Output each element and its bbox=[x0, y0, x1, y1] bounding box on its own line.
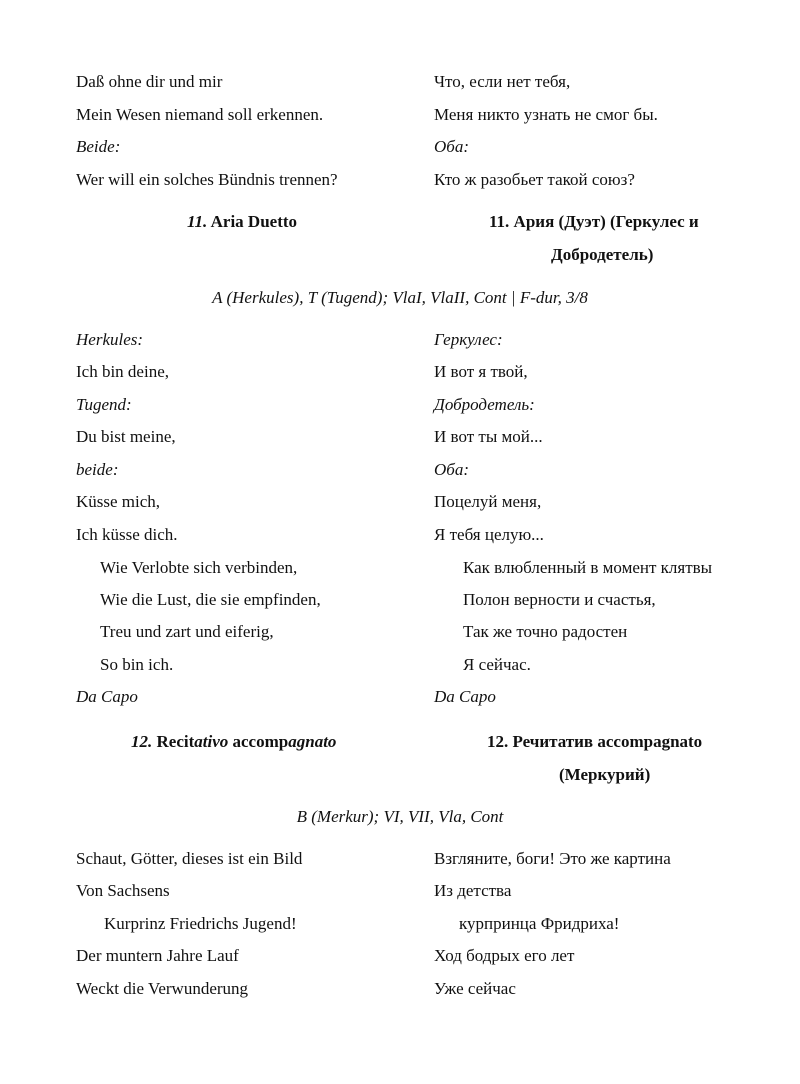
left-line: Kurprinz Friedrichs Jugend! bbox=[104, 914, 297, 933]
left-line: Von Sachsens bbox=[76, 881, 170, 900]
right-line: И вот ты мой... bbox=[434, 427, 543, 446]
right-line: Я тебя целую... bbox=[434, 525, 544, 544]
left-line: Daß ohne dir und mir bbox=[76, 72, 223, 91]
left-line: Treu und zart und eiferig, bbox=[100, 622, 274, 641]
heading-11-right-line2: Добродетель) bbox=[551, 245, 654, 264]
left-line: Mein Wesen niemand soll erkennen. bbox=[76, 105, 324, 124]
left-line: Du bist meine, bbox=[76, 427, 176, 446]
right-line: Я сейчас. bbox=[463, 655, 531, 674]
left-speaker: Tugend: bbox=[76, 395, 132, 414]
left-line: Wie die Lust, die sie empfinden, bbox=[100, 590, 321, 609]
heading-part: ativo bbox=[194, 732, 229, 751]
scoring-12: B (Merkur); VI, VII, Vla, Cont bbox=[296, 807, 504, 826]
right-speaker: Оба: bbox=[434, 460, 469, 479]
left-speaker: Beide: bbox=[76, 137, 121, 156]
heading-number: 12. bbox=[131, 732, 153, 751]
left-line: So bin ich. bbox=[100, 655, 174, 674]
right-speaker: Добродетель: bbox=[434, 395, 535, 414]
da-capo-right: Da Capo bbox=[434, 687, 496, 706]
right-line: Взгляните, боги! Это же картина bbox=[434, 849, 671, 868]
left-line: Der muntern Jahre Lauf bbox=[76, 946, 239, 965]
left-speaker: Herkules: bbox=[76, 330, 144, 349]
scoring-11: A (Herkules), T (Tugend); VlaI, VlaII, Cont | F-dur, 3/8 bbox=[212, 288, 588, 307]
right-speaker: Оба: bbox=[434, 137, 469, 156]
heading-part: agnato bbox=[288, 732, 337, 751]
heading-title: Aria Duetto bbox=[210, 212, 298, 231]
heading-number: 11. bbox=[187, 212, 208, 231]
da-capo-left: Da Capo bbox=[76, 687, 138, 706]
left-line: Wer will ein solches Bündnis trennen? bbox=[76, 170, 338, 189]
right-speaker: Геркулес: bbox=[434, 330, 503, 349]
left-line: Schaut, Götter, dieses ist ein Bild bbox=[76, 849, 303, 868]
right-line: Как влюбленный в момент клятвы bbox=[463, 558, 713, 577]
right-line: Полон верности и счастья, bbox=[463, 590, 656, 609]
left-line: Weckt die Verwunderung bbox=[76, 979, 249, 998]
heading-11-left bbox=[187, 211, 297, 233]
right-line: курпринца Фридриха! bbox=[459, 914, 620, 933]
left-speaker: beide: bbox=[76, 460, 119, 479]
right-line: Уже сейчас bbox=[434, 979, 516, 998]
right-line: Что, если нет тебя, bbox=[434, 72, 571, 91]
right-line: И вот я твой, bbox=[434, 362, 528, 381]
right-line: Так же точно радостен bbox=[463, 622, 628, 641]
left-line: Ich küsse dich. bbox=[76, 525, 178, 544]
right-line: Ход бодрых его лет bbox=[434, 946, 575, 965]
heading-11-right-line1: 11. Ария (Дуэт) (Геркулес и bbox=[489, 212, 699, 231]
heading-12-right-line2: (Меркурий) bbox=[559, 765, 651, 784]
heading-12-right-line1: 12. Речитатив accompagnato bbox=[487, 732, 703, 751]
left-line: Küsse mich, bbox=[76, 492, 161, 511]
right-line: Меня никто узнать не смог бы. bbox=[434, 105, 658, 124]
right-line: Из детства bbox=[434, 881, 512, 900]
right-line: Поцелуй меня, bbox=[434, 492, 542, 511]
heading-part: Recit bbox=[156, 732, 195, 751]
heading-12-left bbox=[131, 731, 336, 753]
left-line: Wie Verlobte sich verbinden, bbox=[100, 558, 298, 577]
right-line: Кто ж разобьет такой союз? bbox=[434, 170, 635, 189]
heading-part: accomp bbox=[232, 732, 289, 751]
left-line: Ich bin deine, bbox=[76, 362, 169, 381]
